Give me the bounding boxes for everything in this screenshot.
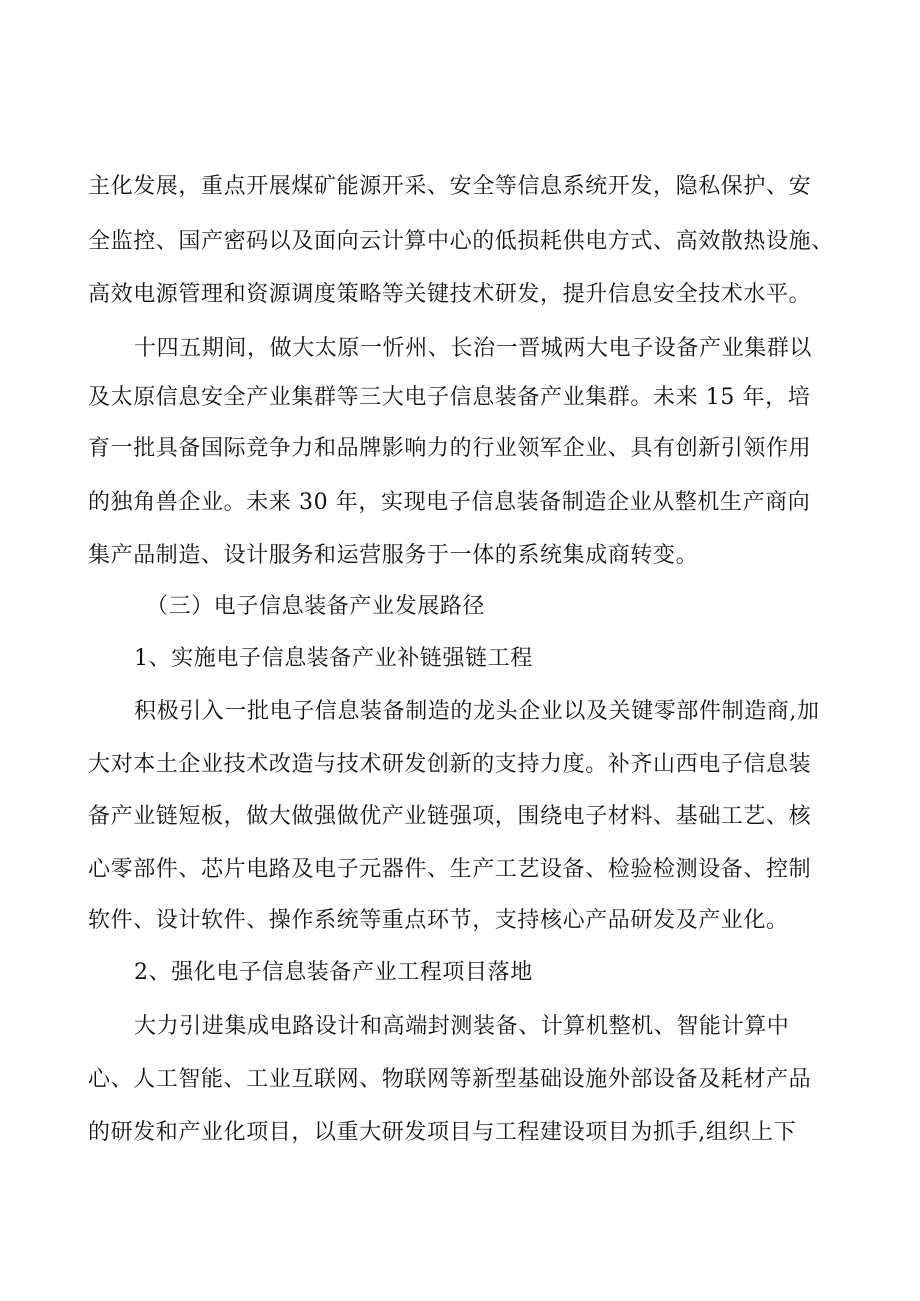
section-heading: （三）电子信息装备产业发展路径 xyxy=(146,594,486,619)
paragraph-4-line-3: 的研发和产业化项目，以重大研发项目与工程建设项目为抓手,组织上下 xyxy=(88,1120,797,1145)
paragraph-3-line-4: 心零部件、芯片电路及电子元器件、生产工艺设备、检验检测设备、控制 xyxy=(88,857,812,882)
paragraph-4-line-1: 大力引进集成电路设计和高端封测装备、计算机整机、智能计算中 xyxy=(134,1014,790,1039)
paragraph-1-line-3: 高效电源管理和资源调度策略等关键技术研发，提升信息安全技术水平。 xyxy=(88,282,812,307)
subheading-2: 2、强化电子信息装备产业工程项目落地 xyxy=(134,960,533,985)
paragraph-2-line-2: 及太原信息安全产业集群等三大电子信息装备产业集群。未来 15 年，培 xyxy=(88,385,811,410)
paragraph-1-line-1: 主化发展，重点开展煤矿能源开采、安全等信息系统开发，隐私保护、安 xyxy=(88,174,812,199)
paragraph-2-line-4: 的独角兽企业。未来 30 年，实现电子信息装备制造企业从整机生产商向 xyxy=(88,490,811,515)
paragraph-4-line-2: 心、人工智能、工业互联网、物联网等新型基础设施外部设备及耗材产品 xyxy=(88,1067,812,1092)
paragraph-2-line-5: 集产品制造、设计服务和运营服务于一体的系统集成商转变。 xyxy=(88,543,699,568)
paragraph-3-line-3: 备产业链短板，做大做强做优产业链强项，围绕电子材料、基础工艺、核 xyxy=(88,804,812,829)
paragraph-2-line-1: 十四五期间，做大太原一忻州、长治一晋城两大电子设备产业集群以 xyxy=(134,336,813,361)
paragraph-1-line-2: 全监控、国产密码以及面向云计算中心的低损耗供电方式、高效散热设施、 xyxy=(88,229,834,254)
paragraph-3-line-1: 积极引入一批电子信息装备制造的龙头企业以及关键零部件制造商,加 xyxy=(134,699,820,724)
subheading-1: 1、实施电子信息装备产业补链强链工程 xyxy=(134,646,533,671)
paragraph-2-line-3: 育一批具备国际竞争力和品牌影响力的行业领军企业、具有创新引领作用 xyxy=(88,436,812,461)
paragraph-3-line-2: 大对本土企业技术改造与技术研发创新的支持力度。补齐山西电子信息装 xyxy=(88,752,812,777)
paragraph-3-line-5: 软件、设计软件、操作系统等重点环节，支持核心产品研发及产业化。 xyxy=(88,908,789,933)
